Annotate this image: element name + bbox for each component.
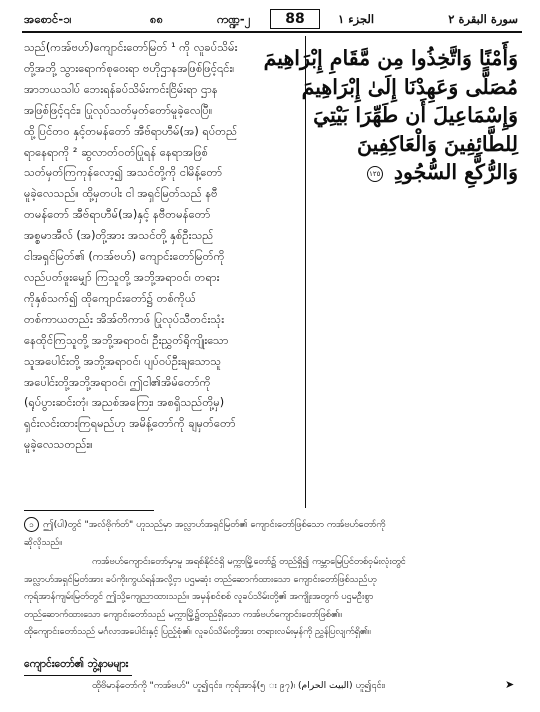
keyword-underline — [24, 675, 132, 676]
footnote-number: ၁ — [24, 517, 39, 532]
translation-line: သူအပေါင်းတို့ အဘို့အရာဝင်၊ ပျပ်ဝပ်ဦးချသောသူ — [24, 354, 222, 368]
translation-line: (ရုပ်ပွားဆင်းတုံ၊ အညစ်အကြေး၊ အစရှိသည်တို့မှ) — [24, 396, 225, 410]
footnote-separator — [24, 510, 154, 511]
translation-line: အပေါင်းတို့အဘို့အရာဝင်၊ ဤငါ၏အိမ်တော်ကို — [24, 375, 211, 389]
header-rule — [22, 31, 522, 33]
footnote-line: တည်ဆောက်ထားသော ကျောင်းတော်သည် မက္ကာမြို့၌တည်ရှိသော ကအ်ဗဟ်ကျောင်းတော်ဖြစ်၏။ — [24, 608, 342, 620]
page-header — [22, 10, 522, 32]
footnote-line: ဆိုလိုသည်။ — [24, 536, 63, 548]
footnote-1 — [24, 516, 520, 551]
arabic-line: وَإِسْمَاعِيلَ أَن طَهِّرَا بَيْتِيَ — [313, 103, 518, 127]
translation-line: မူခဲ့လေသတည်း။ — [24, 438, 93, 452]
chapter-label: အစောင်-၁၊ — [24, 12, 72, 26]
footnote-2 — [24, 553, 520, 641]
arabic-line-text: وَالرُّكَّعِ السُّجُودِ — [393, 160, 518, 184]
page-number-box: 88 — [270, 9, 320, 29]
translation-line: တို့အဘို့ သွားရောက်စုဝေးရာ ဗဟိုဌာနအဖြစ်ဖြင့်၎င်း၊ — [24, 61, 235, 75]
translation-line: သတ်မှတ်ကြကုန်လော့၍ အသင်တို့ကို ငါမိန့်တော် — [24, 166, 223, 180]
translation-line: အဖြစ်ဖြင့်၎င်း၊ ပြုလုပ်သတ်မှတ်တော်မူခဲ့လေပြီ။ — [24, 103, 213, 117]
translation-line: ငါအရှင်မြတ်၏ (ကအ်ဗဟ်) ကျောင်းတော်မြတ်ကို — [24, 250, 225, 264]
keyword-heading: ကျောင်းတော်၏ ဘွဲ့နာမများ — [24, 658, 129, 670]
translation-line: ရာနေရာကို ² ဆွလာတ်ဝတ်ပြုရန် နေရာအဖြစ် — [24, 145, 208, 159]
translation-line: ထို့ပြင်တဝ နှင့်တမန်တော် အီဗ်ရာဟီမ်(အ) ရပ်တည် — [24, 124, 238, 138]
verse-number-marker: ١٢٥ — [367, 166, 383, 182]
arabic-line: مُصَلًّى وَعَهِدْنَا إِلَىٰ إِبْرَاهِيمَ — [301, 74, 518, 99]
footnote-line: ကုရ်အာန်ကျမ်းမြတ်တွင် ဤသို့ကျေညာထားသည်။ အမှန်စင်စစ် လူခပ်သိမ်းတို့၏ အကျိုးအတွက် ပဌမဦးစွာ — [24, 591, 374, 603]
surah-title: سورة البقرة ٢ — [448, 12, 518, 26]
arabic-line: وَأَمْنًا وَاتَّخِذُوا مِن مَّقَامِ إِبْرَاهِيمَ — [263, 46, 518, 70]
translation-line: အာဘယသါပ် ဘေးရန်ခပ်သိမ်းကင်းငြိမ်းရာ ဌာန — [24, 82, 218, 96]
section-label: ကဏ္ဍ-၂ — [217, 12, 251, 26]
arabic-line: لِلطَّائِفِينَ وَالْعَاكِفِينَ — [357, 131, 518, 156]
page-number-myanmar: ၈၈ — [150, 12, 164, 26]
footnote-line: ကအ်ဗဟ်ကျောင်းတော်မှာမူ အရစ်နိုင်ငံရှိ မက္ကာမြို့တော်၌ တည်ရှိ၍ ကမ္ဘာမြေပြင်တစ်ဝှမ်းလုံးတွင် — [92, 556, 406, 567]
keyword-text: ထိုဗိမာန်တော်ကို "ကအ်ဗဟ်" ဟူ၍၎င်း၊ ကုရ်အာန်(၅ း ၉၇)၊ (البيت الحرام) ဟူ၍၎င်း၊ — [92, 680, 386, 691]
arabic-verse-column — [263, 44, 518, 187]
arabic-line — [318, 158, 518, 187]
translation-line: မူခဲ့လေသည်။ ထို့မှတပါး ငါ အရှင်မြတ်သည် နဗီ — [24, 187, 218, 201]
translation-column — [24, 38, 298, 500]
continue-arrow-icon: ➤ — [505, 678, 515, 691]
translation-line: သည်(ကအ်ဗဟ်)ကျောင်းတော်မြတ် ¹ ကို လူခပ်သိမ်း — [24, 41, 238, 54]
translation-line: တစ်ကာယတည်း အိအ်တိကာဖ် ပြုလုပ်သီတင်းသုံး — [24, 312, 225, 326]
column-divider — [305, 36, 306, 508]
translation-line: ကိုနှစ်သက်၍ ထိုကျောင်းတော်၌ တစ်ကိုယ် — [24, 291, 196, 305]
footnote-line: ထိုကျောင်းတော်သည် မင်္ဂလာအပေါင်းနှင့် ပြည့်စုံ၏၊ လူခပ်သိမ်းတို့အား တရားလမ်းမှန်ကို ညွှန်ပြလျက်ရှိ၏။ — [24, 626, 371, 638]
translation-line: အစ္စမာအီလ် (အ)တို့အား အသင်တို့ နှစ်ဦးသည် — [24, 229, 214, 243]
footnote-line: အလ္လာဟ်အရှင်မြတ်အား ခပ်ကိုးကွယ်ရန်အလို့ငှာ ပဌမဆုံး တည်ဆောက်ထားသော ကျောင်းတော်ဖြစ်သည်ဟု — [24, 573, 377, 585]
translation-line: နေထိုင်ကြသူတို့ အဘို့အရာဝင်၊ ဦးညွှတ်ရိုကျိုးသော — [24, 333, 229, 347]
footnote-text: ဤ(ပါ)တွင် "အလ်ဗိုက်တ်" ဟူသည်မှာ အလ္လာဟ်အရှင်မြတ်၏ ကျောင်းတော်ဖြစ်သော ကအ်ဗဟ်တော်ကို — [43, 519, 386, 530]
juz-label: الجزء ١ — [338, 12, 375, 26]
footnote-line — [24, 516, 520, 534]
translation-line: တမန်တော် အီဗ်ရာဟီမ်(အ)နှင့် နဗီတမန်တော် — [24, 208, 211, 222]
translation-line: ရှင်းလင်းထားကြရမည်ဟု အမိန့်တော်ကို ချမှတ်တော် — [24, 417, 236, 431]
translation-line: လည်ပတ်ဖူးမျှော် ကြသူတို့ အဘို့အရာဝင်၊ တရား — [24, 270, 220, 284]
